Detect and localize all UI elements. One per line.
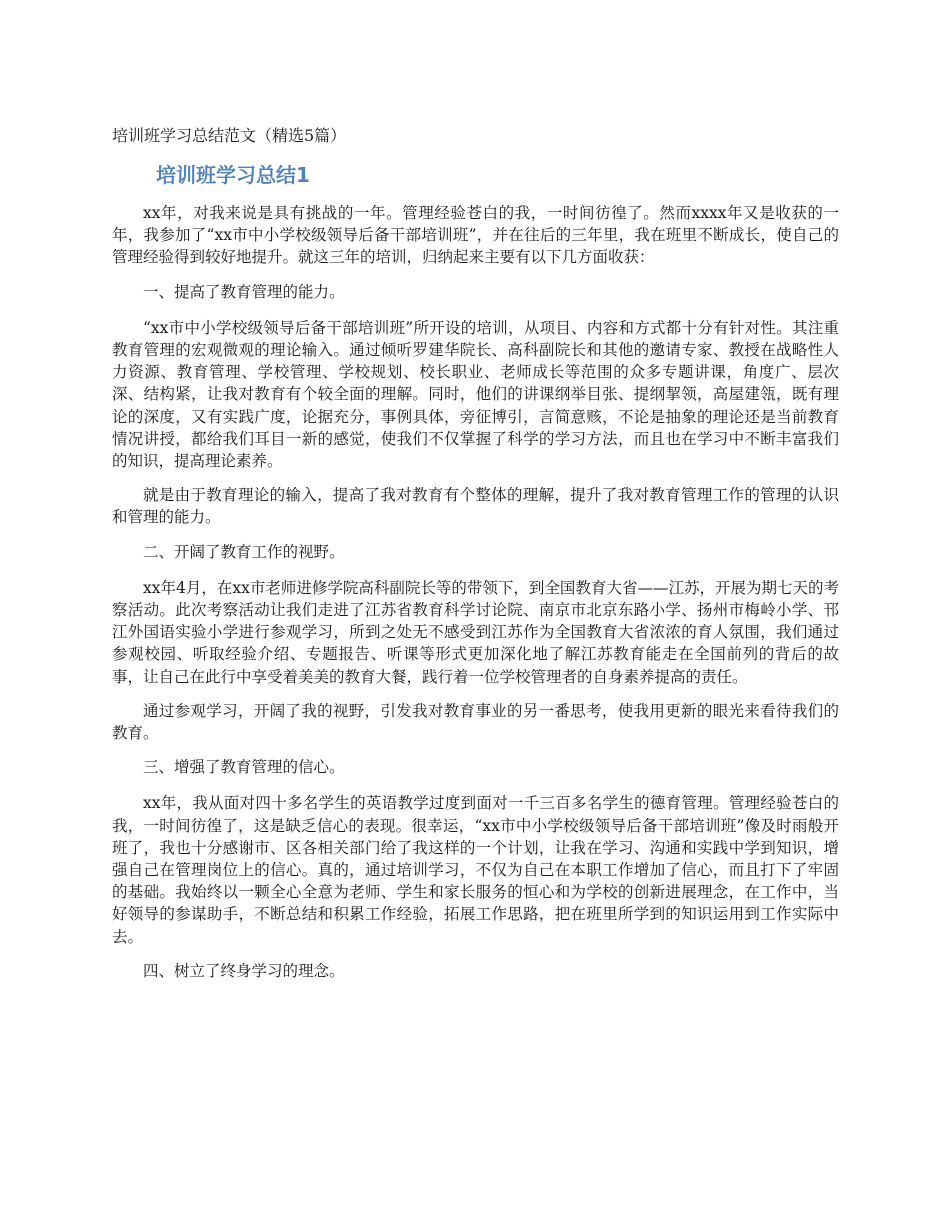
paragraph-intro: xx年，对我来说是具有挑战的一年。管理经验苍白的我，一时间彷徨了。然而xxxx年又是收获的一年，我参加了“xx市中小学校级领导后备干部培训班”，并在往后的三年里，我在班里不断成长，使自己的管理经验得到较好地提升。就这三年的培训，归纳起来主要有以下几方面收获： bbox=[112, 204, 839, 267]
paragraph-body: xx年4月，在xx市老师进修学院高科副院长等的带领下，到全国教育大省——江苏，开展为期七天的考察活动。此次考察活动让我们走进了江苏省教育科学讨论院、南京市北京东路小学、扬州市梅岭小学、邗江外国语实验小学进行参观学习，所到之处无不感受到江苏作为全国教育大省浓浓的育人氛围，我们通过参观校园、听取经验介绍、专题报告、听课等形式更加深化地了解江苏教育能走在全国前列的背后的故事，让自己在此行中享受着美美的教育大餐，践行着一位学校管理者的自身素养提高的责任。 bbox=[112, 578, 839, 686]
paragraph-body: xx年，我从面对四十多名学生的英语教学过度到面对一千三百多名学生的德育管理。管理经验苍白的我，一时间彷徨了，这是缺乏信心的表现。很幸运，“xx市中小学校级领导后备干部培训班”像及时雨般开班了，我也十分感谢市、区各相关部门给了我这样的一个计划，让我在学习、沟通和实践中学到知识，增强自己在管理岗位上的信心。真的，通过培训学习，不仅为自己在本职工作增加了信心，而且打下了牢固的基础。我始终以一颗全心全意为老师、学生和家长服务的恒心和为学校的创新进展理念，在工作中，当好领导的参谋助手，不断总结和积累工作经验，拓展工作思路，把在班里所学到的知识运用到工作实际中去。 bbox=[112, 794, 839, 946]
paragraph-body: 通过参观学习，开阔了我的视野，引发我对教育事业的另一番思考，使我用更新的眼光来看待我们的教育。 bbox=[112, 701, 839, 743]
document-page bbox=[112, 124, 839, 996]
document-title: 培训班学习总结范文（精选5篇） bbox=[112, 126, 347, 145]
paragraph-body: “xx市中小学校级领导后备干部培训班”所开设的培训，从项目、内容和方式都十分有针对性。其注重教育管理的宏观微观的理论输入。通过倾听罗建华院长、高科副院长和其他的邀请专家、教授在战略性人力资源、教育管理、学校管理、学校规划、校长职业、老师成长等范围的众多专题讲课，角度广、层次深、结构紧，让我对教育有个较全面的理解。同时，他们的讲课纲举目张、提纲挈领，高屋建瓴，既有理论的深度，又有实践广度，论据充分，事例具体，旁征博引，言简意赅，不论是抽象的理论还是当前教育情况讲授，都给我们耳目一新的感觉，使我们不仅掌握了科学的学习方法，而且也在学习中不断丰富我们的知识，提高理论素养。 bbox=[112, 318, 839, 471]
paragraph-body: 就是由于教育理论的输入，提高了我对教育有个整体的理解，提升了我对教育管理工作的管理的认识和管理的能力。 bbox=[112, 486, 839, 527]
paragraph-point-2: 二、开阔了教育工作的视野。 bbox=[143, 542, 345, 561]
paragraph-point-4: 四、树立了终身学习的理念。 bbox=[143, 961, 345, 980]
paragraph-point-3: 三、增强了教育管理的信心。 bbox=[143, 758, 345, 777]
section-heading: 培训班学习总结1 bbox=[156, 163, 310, 187]
paragraph-point-1: 一、提高了教育管理的能力。 bbox=[143, 282, 345, 301]
